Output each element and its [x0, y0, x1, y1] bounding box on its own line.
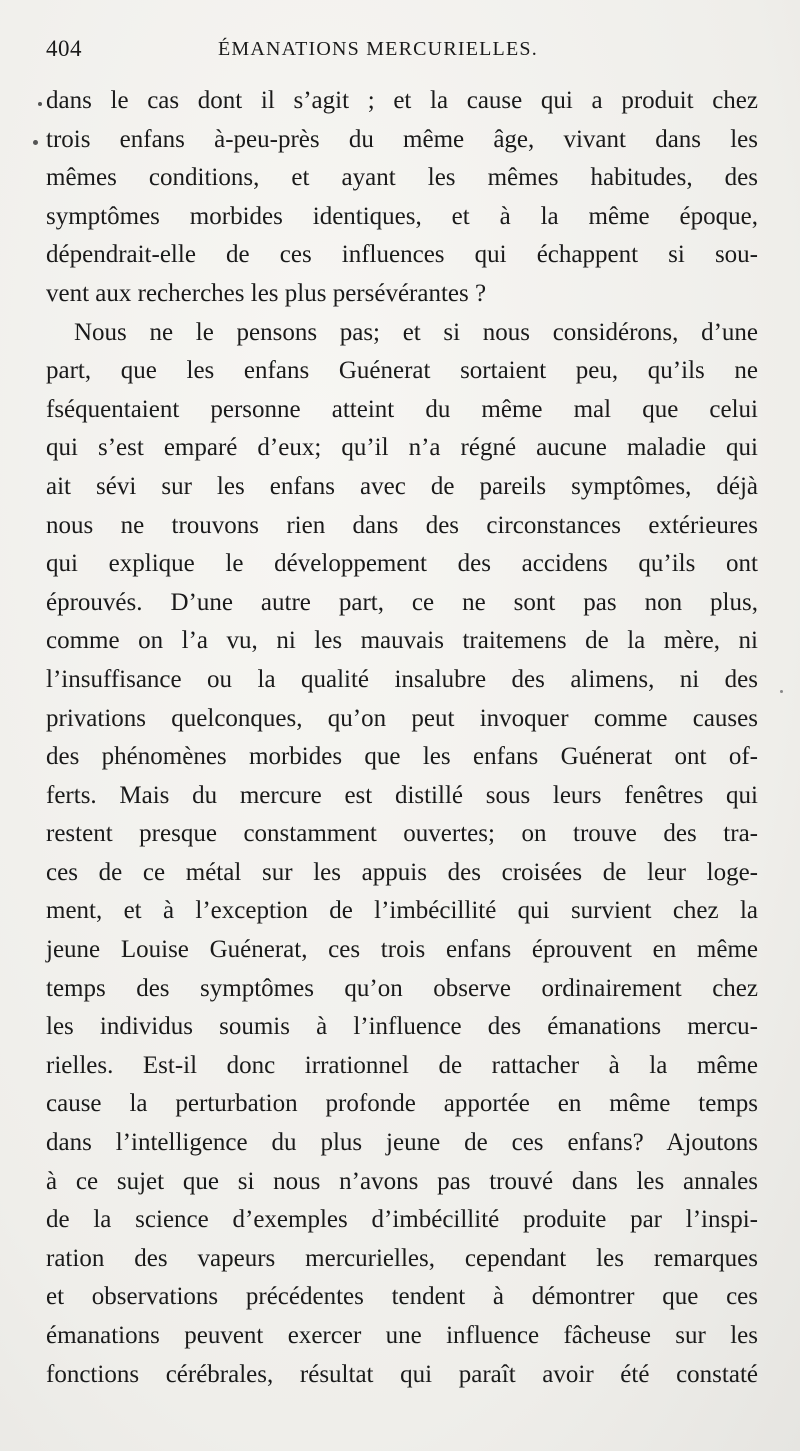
text-line: nous ne trouvons rien dans des circonstances extérieures [46, 511, 758, 539]
text-line: dans le cas dont il s’agit ; et la cause qui a produit chez [46, 87, 758, 114]
text-line: ait sévi sur les enfans avec de pareils symptômes, déjà [46, 472, 758, 500]
text-line: dépendrait-elle de ces influences qui échappent si sou- [46, 241, 758, 269]
ink-speck [38, 102, 42, 106]
running-title: ÉMANATIONS MERCURIELLES. [218, 38, 538, 60]
page-number: 404 [46, 36, 82, 61]
text-line: jeune Louise Guénerat, ces trois enfans éprouvent en même [46, 936, 758, 964]
text-line: ferts. Mais du mercure est distillé sous leurs fenêtres qui [46, 781, 758, 809]
text-line: Nous ne le pensons pas; et si nous considérons, d’une [74, 318, 758, 346]
text-line: fonctions cérébrales, résultat qui paraît avoir été constaté [46, 1360, 758, 1388]
text-line: vent aux recherches les plus persévérantes ? [46, 279, 487, 307]
text-line: trois enfans à-peu-près du même âge, vivant dans les [46, 125, 758, 153]
text-line: émanations peuvent exercer une influence fâcheuse sur les [46, 1322, 758, 1349]
text-line: rielles. Est-il donc irrationnel de rattacher à la même [46, 1051, 758, 1079]
text-line: et observations précédentes tendent à démontrer que ces [46, 1283, 758, 1311]
text-line: à ce sujet que si nous n’avons pas trouvé dans les annales [46, 1167, 758, 1195]
text-line: qui explique le développement des accidens qu’ils ont [46, 550, 758, 578]
text-line: l’insuffisance ou la qualité insalubre des alimens, ni des [46, 665, 758, 693]
text-line: cause la perturbation profonde apportée en même temps [46, 1090, 758, 1118]
text-line: de la science d’exemples d’imbécillité produite par l’inspi- [46, 1206, 758, 1234]
text-line: symptômes morbides identiques, et à la même époque, [46, 202, 758, 230]
text-line: comme on l’a vu, ni les mauvais traitemens de la mère, ni [46, 627, 758, 655]
page-header [46, 36, 766, 76]
text-line: ces de ce métal sur les appuis des croisées de leur loge- [46, 858, 758, 886]
text-line: dans l’intelligence du plus jeune de ces enfans? Ajoutons [46, 1129, 758, 1157]
text-line: ration des vapeurs mercurielles, cependant les remarques [46, 1244, 758, 1272]
text-line: part, que les enfans Guénerat sortaient peu, qu’ils ne [46, 357, 758, 385]
text-line: restent presque constamment ouvertes; on trouve des tra- [46, 820, 758, 848]
text-line: des phénomènes morbides que les enfans Guénerat ont of- [46, 743, 758, 771]
body-text [46, 82, 758, 1394]
text-line: mêmes conditions, et ayant les mêmes habitudes, des [46, 164, 758, 192]
text-line: fséquentaient personne atteint du même mal que celui [46, 395, 758, 423]
text-line: temps des symptômes qu’on observe ordinairement chez [46, 974, 758, 1002]
text-line: les individus soumis à l’influence des émanations mercu- [46, 1013, 758, 1041]
ink-speck [33, 140, 38, 145]
text-line: qui s’est emparé d’eux; qu’il n’a régné aucune maladie qui [46, 434, 758, 462]
text-line: éprouvés. D’une autre part, ce ne sont pas non plus, [46, 588, 758, 616]
text-line: ment, et à l’exception de l’imbécillité qui survient chez la [46, 897, 758, 925]
ink-speck [780, 690, 783, 693]
text-line: privations quelconques, qu’on peut invoquer comme causes [46, 704, 758, 732]
